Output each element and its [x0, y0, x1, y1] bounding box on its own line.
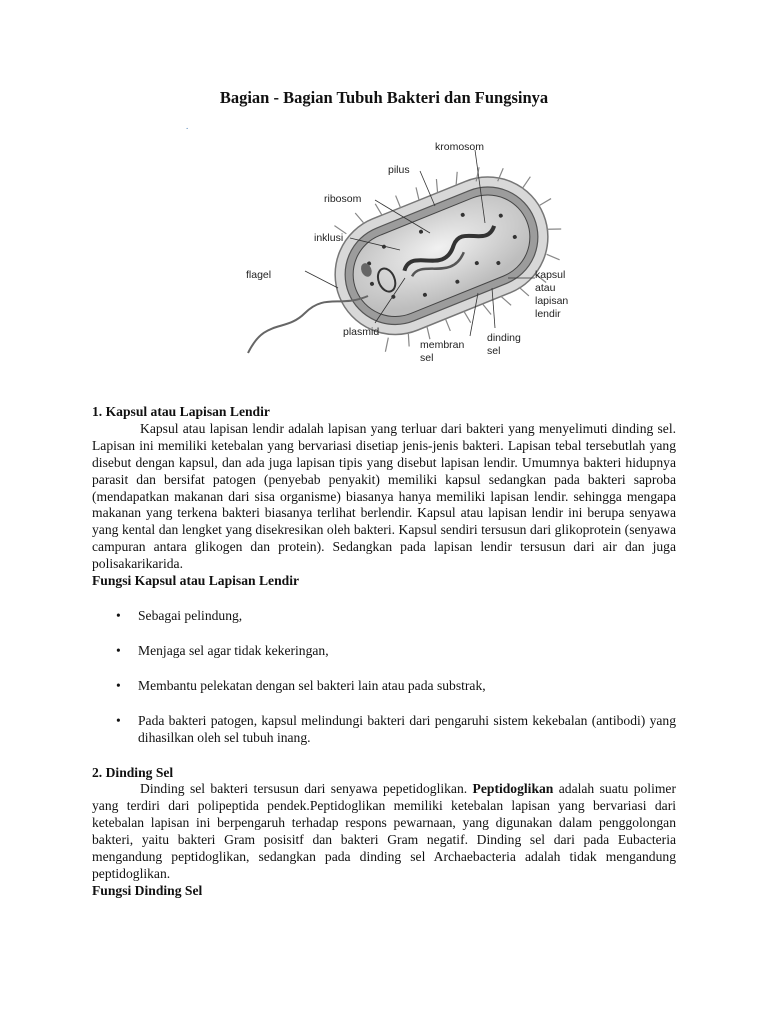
bullet-icon: •: [116, 677, 121, 693]
section1-paragraph: Kapsul atau lapisan lendir adalah lapisan yang terluar dari bakteri yang menyelimuti dinding sel. Lapisan ini memiliki ketebalan yang bervariasi disetiap jenis-jenis bakteri. Lapisan tebal tersebutlah yang disebut dengan kapsul, dan ada juga lapisan tipis yang disebut lapisan lendir. Umumnya bakteri hidupnya parasit dan bersifat patogen (penyebab penyakit) memiliki kapsul sedangkan pada bakteri saproba (mendapatkan makanan dari sisa organisme) biasanya hanya memiliki lapisan lendir. sehingga mengapa makanan yang terkena bakteri biasanya terlihat berlendir. Kapsul atau lapisan lendir ini berupa senyawa yang kental dan lengket yang disekresikan oleh bakteri. Kapsul sendiri tersusun dari glikoprotein (senyawa campuran antara glikogen dan protein). Sedangkan pada lapisan lendir tersusun dari air dan juga polisakarikarida.: [92, 420, 676, 572]
label-plasmid: plasmid: [343, 326, 380, 338]
section2-paragraph: Dinding sel bakteri tersusun dari senyawa pepetidoglikan. Peptidoglikan adalah suatu polimer yang terdiri dari polipeptida pendek.Peptidoglikan memiliki ketebalan lapisan yang bervariasi dari ketebalan lapisan ini berpengaruh terhadap respons pewarnaan, yang digunakan dalam penggolongan bakteri, yaitu bakteri Gram posisitf dan bakteri Gram negatif. Dinding sel dari pada Eubacteria mengandung peptidoglikan, sedangkan pada dinding sel Archaebacteria adalah tidak mengandung peptidoglikan.: [92, 781, 676, 881]
document-body: [92, 404, 676, 900]
label-membran: membran: [420, 339, 465, 351]
label-kapsul: kapsul: [535, 269, 566, 281]
list-item: • Pada bakteri patogen, kapsul melindungi bakteri dari pengaruhi sistem kekebalan (antibodi) yang dihasilkan oleh sel tubuh inang.: [116, 712, 676, 745]
list-item: • Sebagai pelindung,: [116, 607, 243, 623]
label-lendir: lendir: [535, 308, 561, 320]
list-item: • Membantu pelekatan dengan sel bakteri lain atau pada substrak,: [116, 677, 486, 693]
label-pilus: pilus: [388, 164, 410, 176]
page-title: Bagian - Bagian Tubuh Bakteri dan Fungsinya: [219, 88, 549, 107]
label-membran-sel: sel: [420, 352, 434, 364]
label-dinding: dinding: [487, 332, 521, 344]
section1-function-list: [92, 608, 676, 747]
stray-mark: .: [186, 121, 189, 131]
section2-heading: 2. Dinding Sel: [92, 764, 174, 780]
label-lapisan: lapisan: [535, 295, 569, 307]
bacteria-diagram: [230, 128, 590, 378]
label-inklusi: inklusi: [314, 232, 344, 244]
bullet-icon: •: [116, 607, 121, 623]
label-flagel: flagel: [246, 269, 272, 281]
label-dinding-sel: sel: [487, 345, 501, 357]
bullet-icon: •: [116, 642, 121, 658]
label-atau: atau: [535, 282, 556, 294]
bullet-icon: •: [116, 712, 121, 728]
section1-function-heading: Fungsi Kapsul atau Lapisan Lendir: [92, 573, 299, 589]
section2-function-heading: Fungsi Dinding Sel: [92, 882, 203, 898]
list-item: • Menjaga sel agar tidak kekeringan,: [116, 642, 329, 658]
label-kromosom: kromosom: [435, 141, 485, 153]
label-ribosom: ribosom: [324, 193, 362, 205]
peptidoglikan-term: Peptidoglikan: [472, 781, 554, 797]
section1-heading: 1. Kapsul atau Lapisan Lendir: [92, 404, 270, 419]
